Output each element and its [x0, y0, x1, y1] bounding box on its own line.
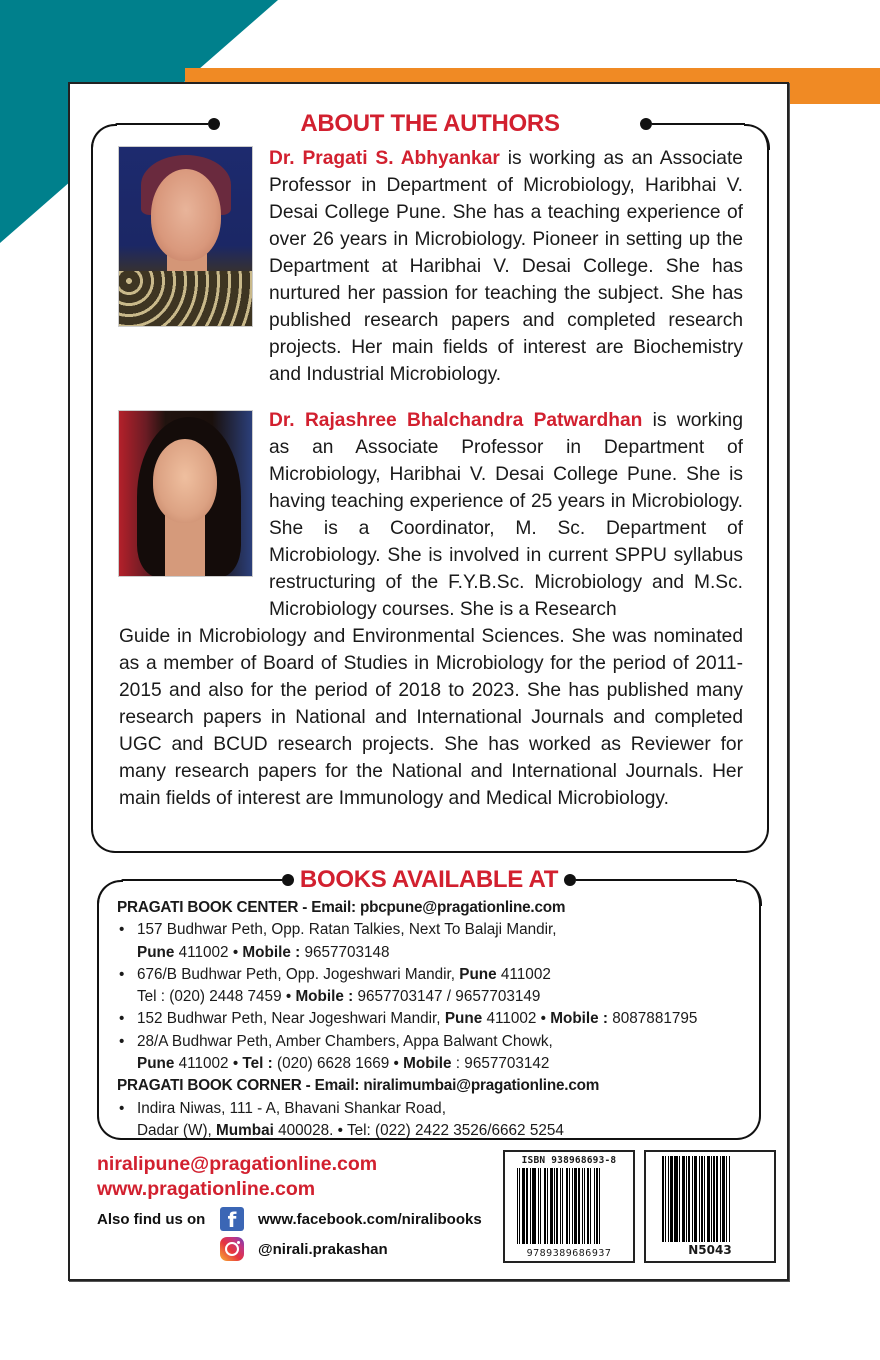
pin: 411002 • — [174, 1055, 243, 1073]
pin: 411002 • — [174, 943, 243, 961]
mobile-label: Mobile : — [295, 988, 354, 1006]
address-item — [117, 964, 757, 1009]
address-item — [117, 1008, 757, 1030]
mobile-label: Mobile : — [242, 943, 301, 961]
mumbai-address-list — [117, 1098, 757, 1143]
author-2-bio-top — [269, 407, 743, 623]
address-line: 676/B Budhwar Peth, Opp. Jogeshwari Mandir, — [137, 965, 460, 983]
bullet-dot-icon — [564, 874, 576, 886]
divider-line — [121, 879, 282, 882]
barcode-bars — [517, 1168, 623, 1244]
mobile-label: Mobile — [403, 1055, 452, 1073]
pune-address-list — [117, 919, 757, 1075]
tel-label: Tel : — [242, 1055, 273, 1073]
photo-detail — [119, 271, 252, 326]
divider-line — [115, 123, 208, 126]
mobile-number: 8087881795 — [608, 1010, 698, 1028]
barcode-bars — [662, 1156, 760, 1242]
product-code-barcode — [644, 1150, 776, 1263]
books-available-header — [99, 866, 759, 894]
mobile-number: 9657703147 / 9657703149 — [353, 988, 541, 1006]
address-line: Indira Niwas, 111 - A, Bhavani Shankar Road, — [137, 1099, 446, 1117]
address-line: Dadar (W), — [137, 1121, 217, 1139]
bullet-dot-icon — [208, 118, 220, 130]
facebook-icon[interactable]: f — [220, 1207, 244, 1231]
email-link[interactable]: niralipune@pragationline.com — [97, 1153, 378, 1175]
address-line: 152 Budhwar Peth, Near Jogeshwari Mandir, — [137, 1010, 445, 1028]
find-us-label: Also find us on — [97, 1210, 206, 1228]
city: Pune — [459, 965, 497, 983]
author-2-photo — [118, 410, 253, 577]
author-1-name: Dr. Pragati S. Abhyankar — [269, 148, 500, 169]
facebook-link[interactable]: www.facebook.com/niralibooks — [258, 1210, 482, 1228]
mobile-label: Mobile : — [550, 1010, 609, 1028]
divider-line — [576, 879, 737, 882]
address-item — [117, 1098, 757, 1143]
author-1-photo — [118, 146, 253, 327]
instagram-row — [97, 1236, 482, 1262]
back-cover-frame — [68, 82, 789, 1281]
books-available-box — [97, 866, 761, 1140]
about-authors-box — [91, 110, 769, 853]
barcode-stripe — [599, 1168, 600, 1244]
pin: 411002 — [496, 965, 551, 983]
address-line: 28/A Budhwar Peth, Amber Chambers, Appa Balwant Chowk, — [137, 1032, 553, 1050]
divider-line — [652, 123, 745, 126]
city: Pune — [137, 1055, 175, 1073]
photo-detail — [165, 515, 205, 577]
isbn-number-label: ISBN 938968693-8 — [521, 1155, 617, 1166]
mobile-number: : 9657703142 — [451, 1055, 550, 1073]
facebook-row — [97, 1206, 482, 1232]
store-heading-pune — [117, 897, 757, 919]
instagram-icon[interactable] — [220, 1237, 244, 1261]
about-authors-title: ABOUT THE AUTHORS — [300, 110, 560, 137]
product-code-label: N5043 — [688, 1243, 732, 1257]
tel: Tel : (020) 2448 7459 • — [137, 988, 296, 1006]
photo-detail — [151, 169, 221, 261]
books-available-title: BOOKS AVAILABLE AT — [299, 866, 559, 893]
store-heading-mumbai: PRAGATI BOOK CORNER - Email: niralimumbai@pragationline.com — [117, 1077, 600, 1095]
instagram-link[interactable]: @nirali.prakashan — [258, 1240, 388, 1258]
city: Pune — [137, 943, 175, 961]
address-item — [117, 1031, 757, 1076]
bullet-dot-icon — [640, 118, 652, 130]
ean-number-label: 9789389686937 — [526, 1248, 612, 1259]
address-item — [117, 919, 757, 964]
tel: (020) 6628 1669 • — [272, 1055, 404, 1073]
author-1-bio-text: is working as an Associate Professor in Department of Microbiology, Haribhai V. Desai College Pune. She has a teaching experience of over 26 years in Microbiology. Pioneer in setting up the Department at Haribhai V. Desai College. She has nurtured her passion for teaching the subject. She has published research papers and completed research projects. Her main fields of interest are Biochemistry and Industrial Microbiology. — [269, 148, 743, 385]
city: Pune — [444, 1010, 483, 1028]
city: Mumbai — [216, 1121, 274, 1139]
mobile-number: 9657703148 — [300, 943, 390, 961]
website-link[interactable]: www.pragationline.com — [97, 1178, 316, 1200]
about-authors-header — [93, 110, 767, 138]
isbn-barcode — [503, 1150, 635, 1263]
store-name: PRAGATI BOOK CENTER - — [117, 899, 312, 916]
author-2-bio-text-top: is working as an Associate Professor in Department of Microbiology, Haribhai V. Desai College Pune. She is having teaching experience of 25 years in Microbiology. She is a Coordinator, M. Sc. Department of Microbiology. She is involved in current SPPU syllabus restructuring of the F.Y.B.Sc. Microbiology and M.Sc. Microbiology courses. She is a Research — [269, 410, 744, 620]
bullet-dot-icon — [282, 874, 294, 886]
contact-footer — [97, 1152, 482, 1262]
author-2-bio-bottom: Guide in Microbiology and Environmental Sciences. She was nominated as a member of Board of Studies in Microbiology for the period of 2011-2015 and also for the period of 2018 to 2023. She has published many research papers in National and International Journals and completed UGC and BCUD research projects. She has worked as Reviewer for many research papers for the National and International Journals. Her main fields of interest are Immunology and Medical Microbiology. — [119, 626, 743, 809]
address-line: 157 Budhwar Peth, Opp. Ratan Talkies, Next To Balaji Mandir, — [137, 921, 557, 939]
photo-detail — [153, 439, 217, 523]
pin: 411002 • — [482, 1010, 551, 1028]
store-listing — [117, 897, 757, 1142]
store-email-link[interactable]: Email: pbcpune@pragationline.com — [311, 899, 566, 916]
barcode-stripe — [730, 1156, 731, 1242]
address-rest: 400028. • Tel: (022) 2422 3526/6662 5254 — [273, 1121, 564, 1139]
author-1-bio — [269, 145, 743, 388]
author-2-name: Dr. Rajashree Bhalchandra Patwardhan — [269, 410, 643, 431]
